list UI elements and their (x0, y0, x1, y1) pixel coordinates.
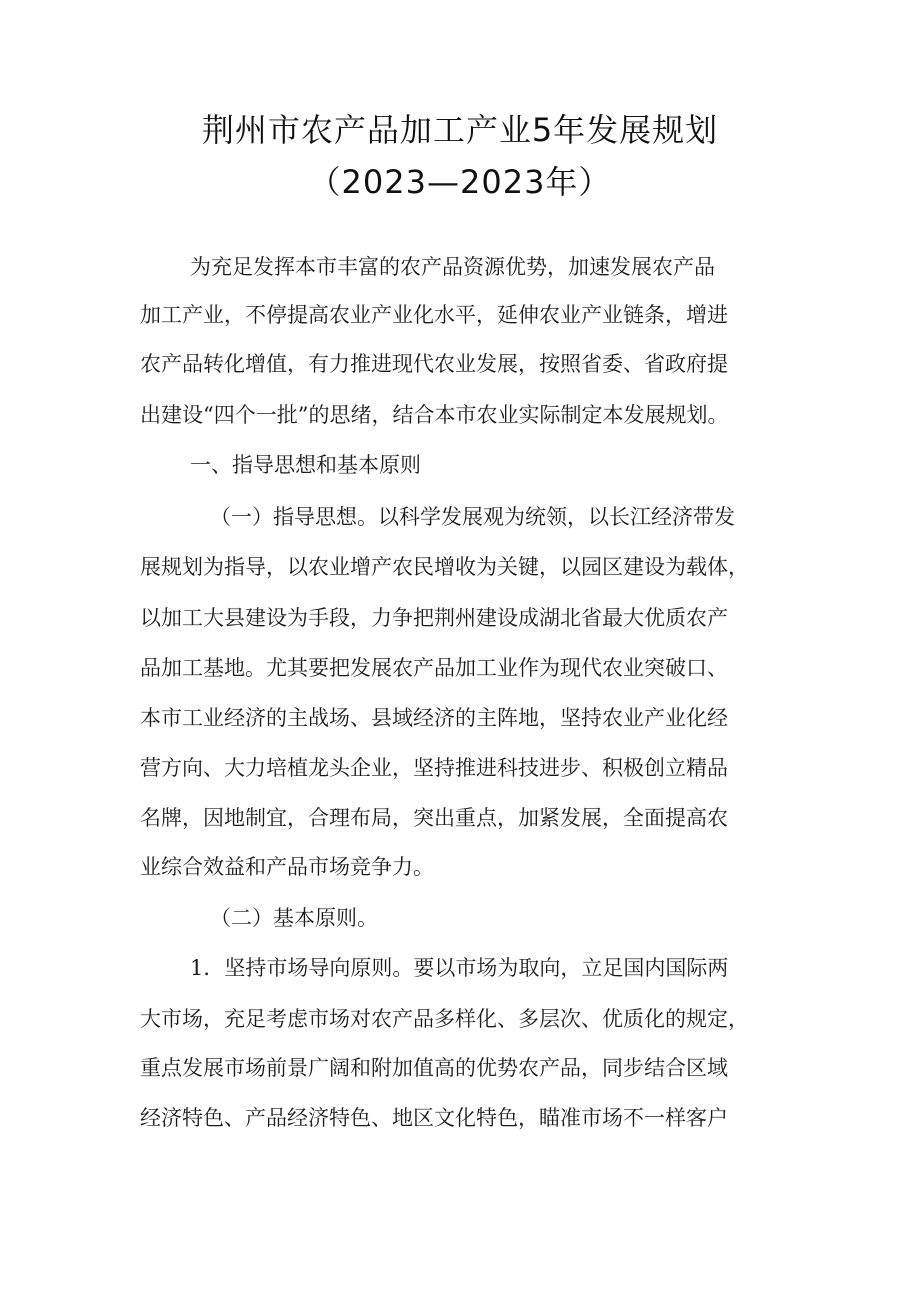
subsection-heading: （二）基本原则。 (210, 906, 378, 930)
paragraph-principle-line: 重点发展市场前景广阔和附加值高的优势农产品，同步结合区域 (140, 1056, 728, 1080)
paragraph-guiding-line: （一）指导思想。以科学发展观为统领，以长江经济带发 (210, 505, 735, 529)
paragraph-intro-line: 农产品转化增值，有力推进现代农业发展，按照省委、省政府提 (140, 352, 728, 376)
document-title: 荆州市农产品加工产业5年发展规划 (201, 111, 719, 149)
paragraph-guiding-line: 本市工业经济的主战场、县域经济的主阵地，坚持农业产业化经 (140, 706, 728, 730)
paragraph-intro-line: 出建设“四个一批”的思绪，结合本市农业实际制定本发展规划。 (140, 403, 729, 427)
paragraph-guiding-line: 以加工大县建设为手段，力争把荆州建设成湖北省最大优质农产 (140, 606, 728, 630)
paragraph-guiding-line: 展规划为指导，以农业增产农民增收为关键，以园区建设为载体， (140, 555, 749, 579)
paragraph-intro-line: 为充足发挥本市丰富的农产品资源优势，加速发展农产品 (190, 255, 715, 279)
section-heading: 一、指导思想和基本原则 (190, 453, 421, 477)
paragraph-guiding-line: 名牌，因地制宜，合理布局，突出重点，加紧发展，全面提高农 (140, 806, 728, 830)
paragraph-guiding-line: 业综合效益和产品市场竞争力。 (140, 855, 434, 879)
paragraph-guiding-line: 营方向、大力培植龙头企业，坚持推进科技进步、积极创立精品 (140, 756, 728, 780)
paragraph-intro-line: 加工产业，不停提高农业产业化水平，延伸农业产业链条，增进 (140, 303, 728, 327)
paragraph-principle-line: 大市场，充足考虑市场对农产品多样化、多层次、优质化的规定， (140, 1007, 749, 1031)
paragraph-guiding-line: 品加工基地。尤其要把发展农产品加工业作为现代农业突破口、 (140, 656, 728, 680)
paragraph-principle-line: 1．坚持市场导向原则。要以市场为取向，立足国内国际两 (190, 956, 729, 980)
paragraph-principle-line: 经济特色、产品经济特色、地区文化特色，瞄准市场不一样客户 (140, 1106, 728, 1130)
document-subtitle-years: （2023—2023年） (308, 163, 612, 201)
